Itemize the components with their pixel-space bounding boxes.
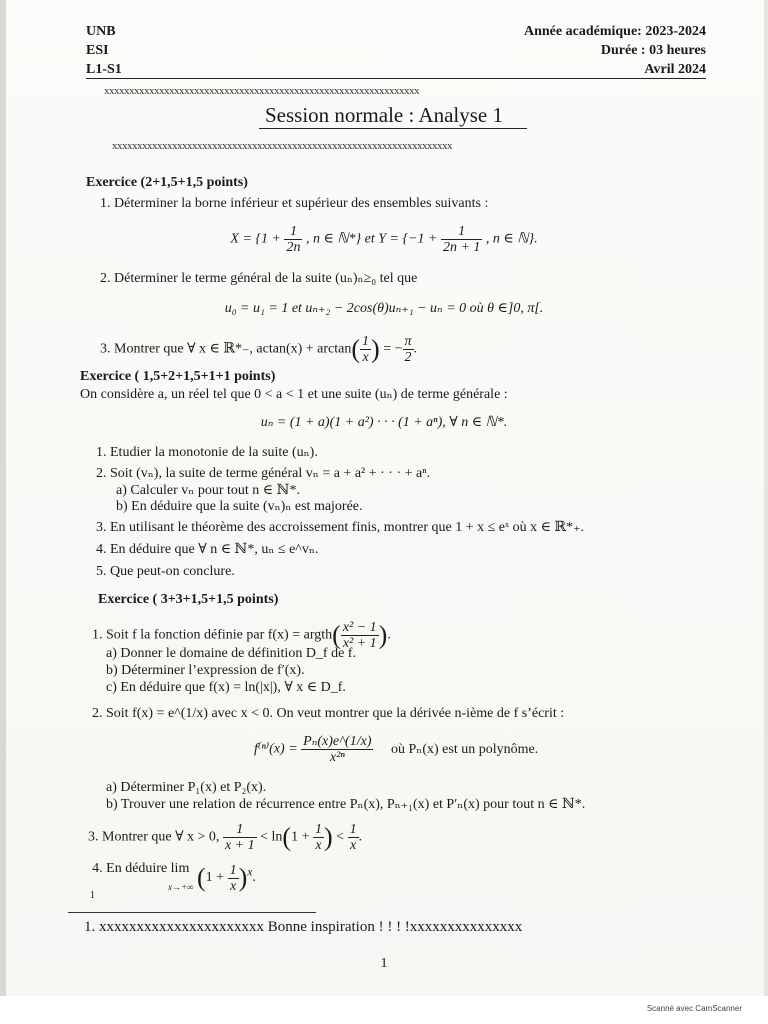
header-left <box>86 22 122 79</box>
exercise-2-sequence-formula: uₙ = (1 + a)(1 + a²) · · · (1 + aⁿ), ∀ n ∈ ℕ*. <box>260 415 508 430</box>
exercise-3-question-2b: b) Trouver une relation de récurrence entre Pₙ(x), Pₙ₊₁(x) et P′ₙ(x) pour tout n ∈ ℕ*. <box>106 797 586 812</box>
academic-year: Année académique: 2023-2024 <box>524 24 706 39</box>
exercise-2-heading: Exercice ( 1,5+2+1,5+1+1 points) <box>80 369 276 384</box>
header-right <box>524 22 706 79</box>
exercise-2-intro: On considère a, un réel tel que 0 < a < 1 et une suite (uₙ) de terme générale : <box>80 387 508 402</box>
decorative-border-top: xxxxxxxxxxxxxxxxxxxxxxxxxxxxxxxxxxxxxxxxxxxxxxxxxxxxxxxxxxxxxxx <box>104 85 419 97</box>
exercise-3-heading: Exercice ( 3+3+1,5+1,5 points) <box>98 592 279 607</box>
exam-date: Avril 2024 <box>644 62 706 77</box>
footer-bonne-inspiration: 1. xxxxxxxxxxxxxxxxxxxxxx Bonne inspiration ! ! ! !xxxxxxxxxxxxxxx <box>84 919 523 935</box>
exercise-3-question-1a: a) Donner le domaine de définition D_f de f. <box>106 646 356 661</box>
university-label: UNB <box>86 24 116 39</box>
exercise-1-question-1: 1. Déterminer la borne inférieur et supérieur des ensembles suivants : <box>100 196 489 211</box>
exercise-3-question-2: 2. Soit f(x) = e^(1/x) avec x < 0. On veut montrer que la dérivée n-ième de f s’écrit : <box>92 706 565 721</box>
exercise-3-question-2a: a) Déterminer P₁(x) et P₂(x). <box>106 780 267 795</box>
exercise-1-recurrence-formula: u₀ = u₁ = 1 et uₙ₊₂ − 2cos(θ)uₙ₊₁ − uₙ = 0 où θ ∈]0, π[. <box>224 301 544 316</box>
exercise-2-question-2: 2. Soit (vₙ), la suite de terme général vₙ = a + a² + · · · + aⁿ. <box>96 466 431 481</box>
exercise-2-question-4: 4. En déduire que ∀ n ∈ ℕ*, uₙ ≤ e^vₙ. <box>96 542 319 557</box>
footnote-marker: 1 <box>90 890 95 901</box>
exercise-2-question-2b: b) En déduire que la suite (vₙ)ₙ est majorée. <box>116 499 363 514</box>
exercise-3-derivative-formula: f⁽ⁿ⁾(x) = $\frac{\text{Pₙ(x)e\textasciicircum{}(1/x)}}{\text{x²ⁿ}}$ où Pₙ(x) est un polynôme. <box>254 734 539 765</box>
decorative-border-below-title: xxxxxxxxxxxxxxxxxxxxxxxxxxxxxxxxxxxxxxxxxxxxxxxxxxxxxxxxxxxxxxxxxxxx <box>112 140 452 152</box>
exercise-3-question-3: 3. Montrer que ∀ x > 0, $\frac{1}{x + 1}$ < ln(1 + $\frac{1}{x}$ ) < $\frac{1}{x}$ . <box>88 822 363 853</box>
exercise-1-sets-formula: X = {1 + $\frac{1}{2n}$ , n ∈ ℕ*} et Y = {−1 + $\frac{1}{2n + 1}$ , n ∈ ℕ}. <box>230 224 538 255</box>
exercise-3-question-1c: c) En déduire que f(x) = ln(|x|), ∀ x ∈ D_f. <box>106 680 346 695</box>
exercise-1-question-2: 2. Déterminer le terme général de la suite (uₙ)ₙ≥₀ tel que <box>100 271 418 286</box>
exercise-2-question-1: 1. Etudier la monotonie de la suite (uₙ). <box>96 445 318 460</box>
exercise-2-question-3: 3. En utilisant le théorème des accroissement finis, montrer que 1 + x ≤ eˣ où x ∈ ℝ*₊. <box>96 520 584 535</box>
exercise-2-question-5: 5. Que peut-on conclure. <box>96 564 235 579</box>
scan-edge-right <box>764 0 768 1024</box>
scan-edge-left <box>0 0 6 1024</box>
title-underline <box>259 128 527 129</box>
school-label: ESI <box>86 43 109 58</box>
page-title: Session normale : Analyse 1 <box>265 103 503 127</box>
exercise-3-question-4: 4. En déduire lim x→+∞ (1 + $\frac{1}{x}$ )$^x$. <box>92 861 256 894</box>
duration: Durée : 03 heures <box>600 43 706 58</box>
scanner-watermark: Scanné avec CamScanner <box>646 1004 742 1013</box>
page-number: 1 <box>380 956 388 971</box>
exercise-2-question-2a: a) Calculer vₙ pour tout n ∈ ℕ*. <box>116 483 300 498</box>
exercise-1-question-3: 3. Montrer que ∀ x ∈ ℝ*₋, actan(x) + arctan( $\frac{1}{x}$ ) = − $\frac{\pi}{2}$ . <box>100 334 418 365</box>
exercise-3-question-1: 1. Soit f la fonction définie par f(x) = argth( $\frac{\text{x² − 1}}{\text{x² + 1}}$ ). <box>92 620 391 651</box>
level-label: L1-S1 <box>86 62 122 77</box>
exercise-1-heading: Exercice (2+1,5+1,5 points) <box>86 175 248 190</box>
footnote-rule <box>68 912 316 913</box>
exercise-3-question-1b: b) Déterminer l’expression de f′(x). <box>106 663 305 678</box>
header-rule <box>86 78 706 79</box>
